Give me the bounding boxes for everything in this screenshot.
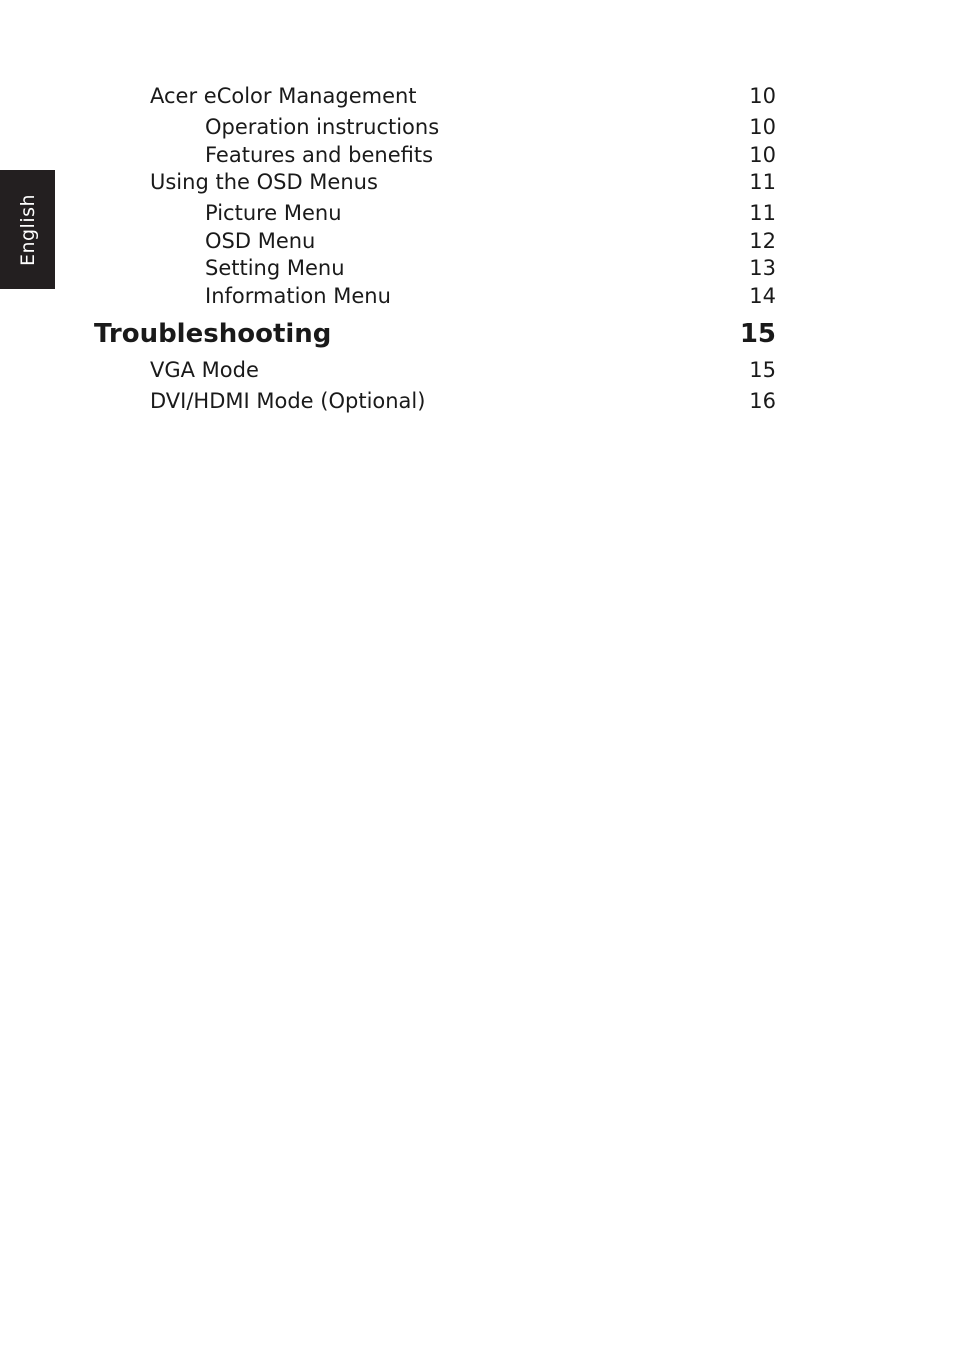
toc-entry-title: Information Menu xyxy=(205,284,391,308)
toc-entry[interactable] xyxy=(0,167,776,197)
toc-entry-page: 11 xyxy=(749,170,776,194)
toc-entry-page: 13 xyxy=(749,256,776,280)
toc-entry-title: Using the OSD Menus xyxy=(150,170,378,194)
toc-entry-page: 16 xyxy=(749,389,776,413)
toc-entry-page: 11 xyxy=(749,201,776,225)
toc-entry-title: VGA Mode xyxy=(150,358,259,382)
toc-entry-page: 10 xyxy=(749,84,776,108)
toc-chapter-page: 15 xyxy=(739,319,776,349)
toc-chapter-entry[interactable] xyxy=(0,316,776,352)
toc-entry[interactable] xyxy=(0,253,776,283)
toc-entry[interactable] xyxy=(0,81,776,111)
toc-entry-title: Picture Menu xyxy=(205,201,342,225)
toc-entry[interactable] xyxy=(0,226,776,256)
toc-entry[interactable] xyxy=(0,281,776,311)
toc-entry-title: Features and benefits xyxy=(205,143,434,167)
toc-entry[interactable] xyxy=(0,140,776,170)
toc-entry-page: 15 xyxy=(749,358,776,382)
toc-entry-title: DVI/HDMI Mode (Optional) xyxy=(150,389,426,413)
toc-entry[interactable] xyxy=(0,355,776,385)
toc-entry-page: 10 xyxy=(749,115,776,139)
toc-chapter-title: Troubleshooting xyxy=(94,319,332,349)
toc-entry-title: Operation instructions xyxy=(205,115,440,139)
toc-entry[interactable] xyxy=(0,386,776,416)
toc-entry-title: Acer eColor Management xyxy=(150,84,417,108)
language-label: English xyxy=(16,193,39,266)
toc-entry-page: 14 xyxy=(749,284,776,308)
toc-entry-title: Setting Menu xyxy=(205,256,345,280)
toc-entry-title: OSD Menu xyxy=(205,229,316,253)
toc-entry[interactable] xyxy=(0,198,776,228)
toc-entry-page: 12 xyxy=(749,229,776,253)
toc-entry[interactable] xyxy=(0,112,776,142)
toc-entry-page: 10 xyxy=(749,143,776,167)
